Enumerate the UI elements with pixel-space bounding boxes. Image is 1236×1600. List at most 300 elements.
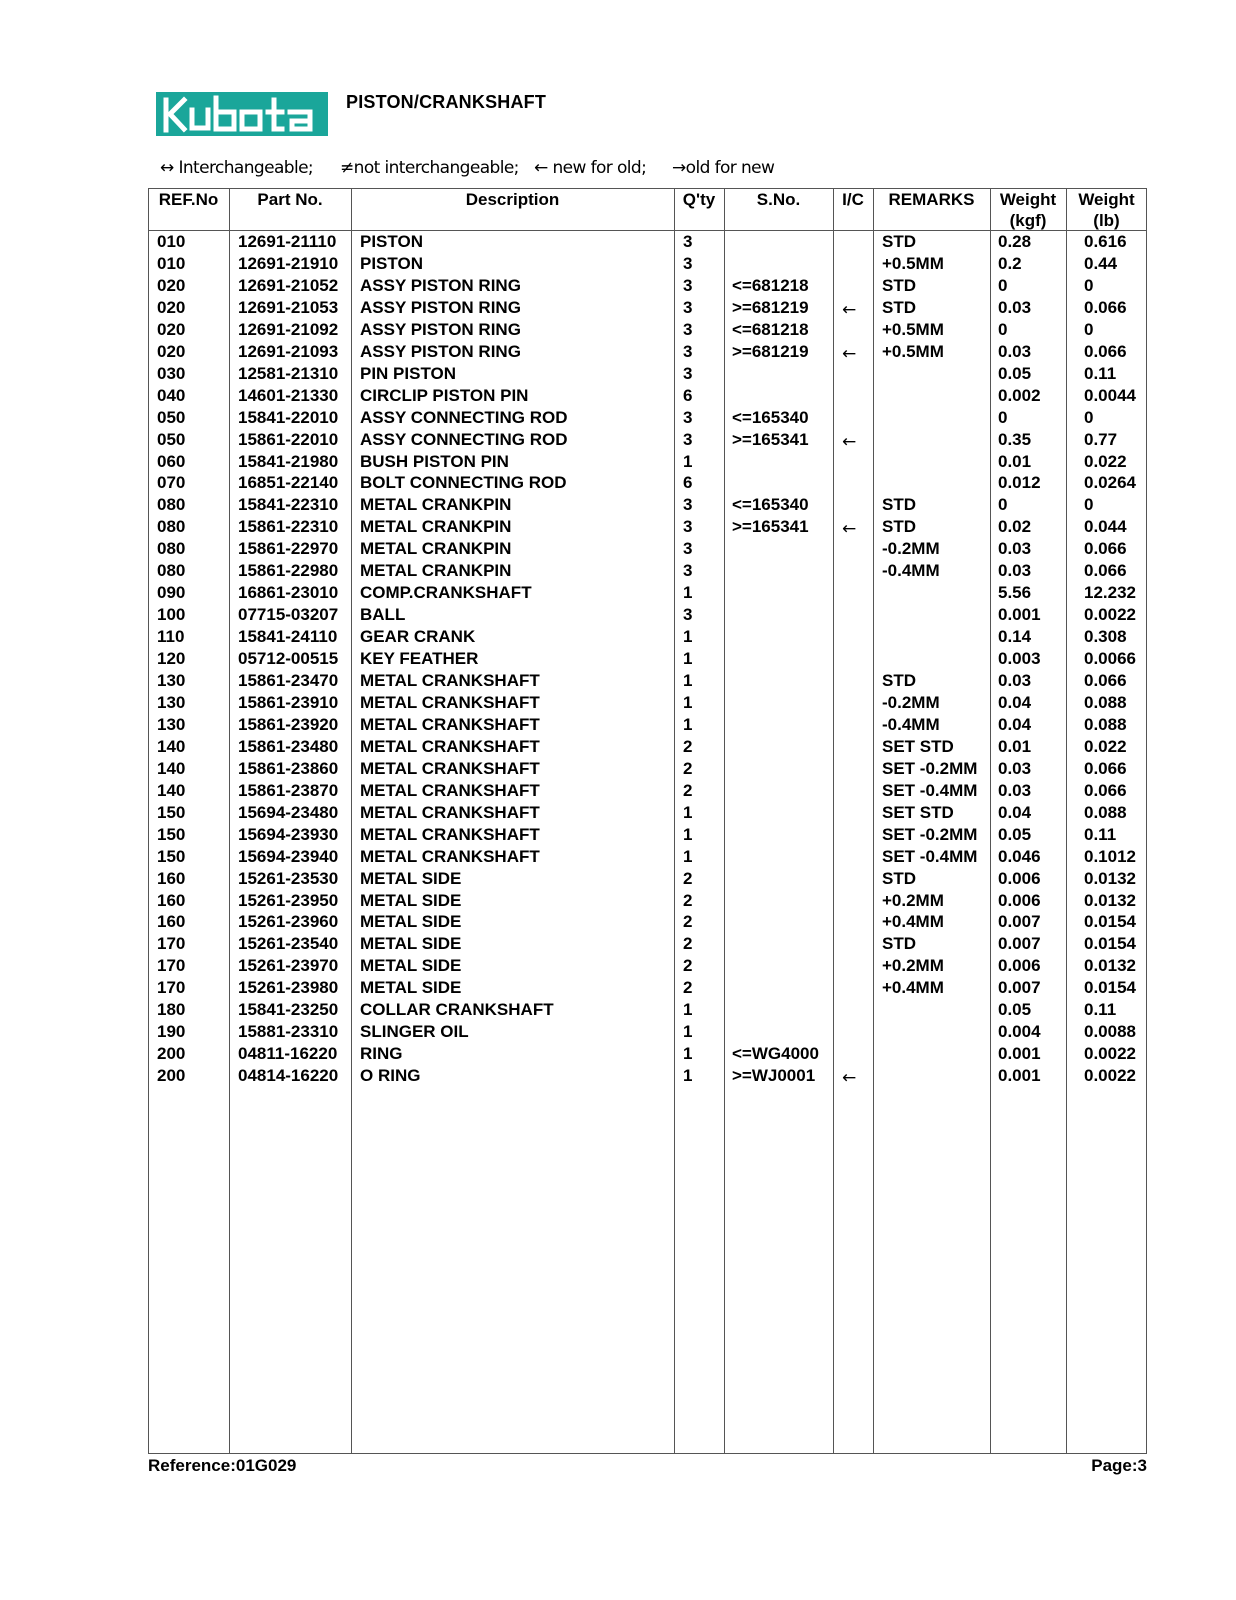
cell-part-number: 12691-21093 xyxy=(238,341,339,361)
cell-remarks: +0.4MM xyxy=(882,912,944,932)
cell-remarks: +0.2MM xyxy=(882,956,944,976)
cell-weight-lb: 12.232 xyxy=(1084,583,1136,603)
table-row xyxy=(148,516,1147,538)
cell-part-number: 15861-22970 xyxy=(238,539,339,559)
cell-description: METAL CRANKSHAFT xyxy=(360,802,540,822)
cell-weight-lb: 0.0022 xyxy=(1084,605,1136,625)
table-row xyxy=(148,538,1147,560)
cell-ref-number: 170 xyxy=(157,978,186,998)
cell-weight-lb: 0 xyxy=(1084,275,1094,295)
cell-remarks: +0.5MM xyxy=(882,341,944,361)
cell-quantity: 3 xyxy=(683,341,693,361)
cell-serial-number: >=681219 xyxy=(732,297,809,317)
cell-part-number: 12691-21092 xyxy=(238,319,339,339)
table-row xyxy=(148,407,1147,429)
cell-weight-kgf: 0.001 xyxy=(998,1066,1041,1086)
table-row xyxy=(148,472,1147,494)
cell-part-number: 12691-21910 xyxy=(238,253,339,273)
cell-part-number: 15841-21980 xyxy=(238,451,339,471)
cell-weight-kgf: 0 xyxy=(998,319,1008,339)
cell-ref-number: 050 xyxy=(157,429,186,449)
cell-part-number: 15841-22310 xyxy=(238,495,339,515)
cell-weight-kgf: 0.03 xyxy=(998,561,1032,581)
cell-weight-kgf: 0.03 xyxy=(998,671,1032,690)
cell-weight-kgf: 0 xyxy=(998,407,1008,427)
cell-quantity: 3 xyxy=(683,561,693,581)
cell-interchange-arrow: ← xyxy=(842,299,857,320)
cell-quantity: 1 xyxy=(683,846,693,866)
cell-quantity: 3 xyxy=(683,495,693,515)
cell-weight-kgf: 0.03 xyxy=(998,758,1032,778)
cell-description: METAL CRANKSHAFT xyxy=(360,846,540,866)
table-row xyxy=(148,977,1147,999)
cell-remarks: -0.4MM xyxy=(882,714,940,734)
cell-weight-kgf: 0.007 xyxy=(998,978,1041,998)
cell-weight-kgf: 0.01 xyxy=(998,736,1032,756)
cell-ref-number: 080 xyxy=(157,561,186,581)
cell-serial-number: >=681219 xyxy=(732,341,809,361)
cell-quantity: 1 xyxy=(683,1066,693,1086)
table-row xyxy=(148,911,1147,933)
cell-weight-kgf: 5.56 xyxy=(998,583,1032,603)
cell-ref-number: 140 xyxy=(157,736,186,756)
cell-ref-number: 020 xyxy=(157,341,186,361)
cell-description: ASSY PISTON RING xyxy=(360,275,521,295)
legend-not-interchangeable: ≠not interchangeable; xyxy=(340,158,519,178)
cell-description: METAL CRANKPIN xyxy=(360,495,512,515)
cell-serial-number: <=165340 xyxy=(732,407,809,427)
cell-remarks: SET -0.4MM xyxy=(882,846,978,866)
cell-quantity: 6 xyxy=(683,473,693,493)
cell-remarks: -0.2MM xyxy=(882,692,940,712)
cell-part-number: 12691-21052 xyxy=(238,275,339,295)
cell-weight-lb: 0.0022 xyxy=(1084,1066,1136,1086)
cell-weight-lb: 0.066 xyxy=(1084,561,1127,581)
cell-ref-number: 030 xyxy=(157,363,186,383)
cell-ref-number: 080 xyxy=(157,495,186,515)
interchangeability-legend xyxy=(160,158,860,184)
column-header-part: Part No. xyxy=(257,190,323,209)
cell-ref-number: 140 xyxy=(157,758,186,778)
cell-description: METAL SIDE xyxy=(360,890,462,910)
legend-new-for-old: ← new for old; xyxy=(534,158,647,178)
cell-weight-kgf: 0.012 xyxy=(998,473,1041,493)
cell-weight-kgf: 0.003 xyxy=(998,649,1041,669)
cell-weight-lb: 0.066 xyxy=(1084,758,1127,778)
cell-weight-kgf: 0.05 xyxy=(998,1000,1032,1020)
cell-ref-number: 020 xyxy=(157,319,186,339)
cell-serial-number: <=681218 xyxy=(732,319,809,339)
cell-description: PISTON xyxy=(360,232,423,251)
cell-quantity: 3 xyxy=(683,539,693,559)
cell-remarks: STD xyxy=(882,232,916,251)
cell-description: ASSY PISTON RING xyxy=(360,297,521,317)
cell-weight-lb: 0.0088 xyxy=(1084,1022,1136,1042)
table-row xyxy=(148,648,1147,670)
page-number: Page:3 xyxy=(1091,1456,1147,1475)
cell-part-number: 15694-23940 xyxy=(238,846,339,866)
cell-part-number: 15841-22010 xyxy=(238,407,339,427)
cell-serial-number: >=WJ0001 xyxy=(732,1066,816,1086)
cell-remarks: SET -0.2MM xyxy=(882,758,978,778)
column-header-description: Description xyxy=(465,190,560,209)
cell-part-number: 15261-23950 xyxy=(238,890,339,910)
cell-ref-number: 110 xyxy=(157,627,185,647)
table-row xyxy=(148,275,1147,297)
reference-label: Reference:01G029 xyxy=(148,1456,297,1475)
cell-serial-number: >=165341 xyxy=(732,517,809,537)
cell-quantity: 2 xyxy=(683,934,693,954)
table-row xyxy=(148,999,1147,1021)
cell-part-number: 14601-21330 xyxy=(238,385,339,405)
cell-part-number: 15861-23480 xyxy=(238,736,339,756)
cell-weight-kgf: 0.05 xyxy=(998,363,1032,383)
kubota-logo xyxy=(156,92,328,136)
cell-description: CIRCLIP PISTON PIN xyxy=(360,385,529,405)
cell-weight-lb: 0.066 xyxy=(1084,341,1127,361)
cell-description: METAL CRANKSHAFT xyxy=(360,692,540,712)
cell-ref-number: 190 xyxy=(157,1022,186,1042)
table-row xyxy=(148,231,1147,253)
cell-part-number: 16851-22140 xyxy=(238,473,339,493)
cell-ref-number: 150 xyxy=(157,846,186,866)
table-row xyxy=(148,868,1147,890)
cell-ref-number: 140 xyxy=(157,780,186,800)
cell-description: METAL CRANKPIN xyxy=(360,539,512,559)
cell-remarks: -0.4MM xyxy=(882,561,940,581)
cell-ref-number: 120 xyxy=(157,649,186,669)
cell-part-number: 15881-23310 xyxy=(238,1022,339,1042)
cell-ref-number: 160 xyxy=(157,868,186,888)
cell-remarks: STD xyxy=(882,671,916,690)
cell-ref-number: 170 xyxy=(157,934,186,954)
cell-part-number: 16861-23010 xyxy=(238,583,339,603)
cell-description: METAL CRANKSHAFT xyxy=(360,714,540,734)
cell-weight-kgf: 0.04 xyxy=(998,802,1032,822)
table-row xyxy=(148,714,1147,736)
cell-weight-kgf: 0.001 xyxy=(998,1044,1041,1064)
cell-description: METAL CRANKSHAFT xyxy=(360,758,540,778)
cell-serial-number: <=681218 xyxy=(732,275,809,295)
cell-weight-kgf: 0.006 xyxy=(998,890,1041,910)
cell-interchange-arrow: ← xyxy=(842,431,857,452)
cell-part-number: 15861-23870 xyxy=(238,780,339,800)
cell-weight-lb: 0.022 xyxy=(1084,736,1127,756)
cell-part-number: 15261-23530 xyxy=(238,868,339,888)
cell-weight-lb: 0.1012 xyxy=(1084,846,1136,866)
table-row xyxy=(148,385,1147,407)
cell-serial-number: >=165341 xyxy=(732,429,809,449)
table-row xyxy=(148,429,1147,451)
cell-description: SLINGER OIL xyxy=(360,1022,469,1042)
cell-weight-lb: 0.11 xyxy=(1084,363,1117,383)
cell-weight-lb: 0.0044 xyxy=(1084,385,1136,405)
cell-weight-kgf: 0.2 xyxy=(998,253,1022,273)
cell-part-number: 15261-23540 xyxy=(238,934,339,954)
cell-part-number: 12581-21310 xyxy=(238,363,339,383)
cell-ref-number: 180 xyxy=(157,1000,186,1020)
cell-quantity: 1 xyxy=(683,824,693,844)
cell-description: METAL SIDE xyxy=(360,912,462,932)
column-header-weight-lb: Weight (lb) xyxy=(1078,190,1135,230)
cell-part-number: 15841-23250 xyxy=(238,1000,339,1020)
column-header-ref: REF.No xyxy=(158,190,219,209)
cell-ref-number: 050 xyxy=(157,407,186,427)
cell-quantity: 2 xyxy=(683,890,693,910)
table-row xyxy=(148,626,1147,648)
table-row xyxy=(148,451,1147,473)
cell-ref-number: 150 xyxy=(157,802,186,822)
kubota-logo-mark xyxy=(156,92,328,136)
cell-part-number: 15261-23970 xyxy=(238,956,339,976)
cell-part-number: 15261-23980 xyxy=(238,978,339,998)
cell-remarks: STD xyxy=(882,297,916,317)
cell-quantity: 3 xyxy=(683,407,693,427)
cell-ref-number: 090 xyxy=(157,583,186,603)
cell-ref-number: 160 xyxy=(157,912,186,932)
cell-weight-kgf: 0.007 xyxy=(998,912,1041,932)
cell-weight-lb: 0 xyxy=(1084,407,1094,427)
table-row xyxy=(148,363,1147,385)
cell-part-number: 15861-22310 xyxy=(238,517,339,537)
cell-description: ASSY CONNECTING ROD xyxy=(360,429,568,449)
cell-description: ASSY CONNECTING ROD xyxy=(360,407,568,427)
cell-description: METAL SIDE xyxy=(360,978,462,998)
cell-weight-lb: 0.11 xyxy=(1084,824,1117,844)
cell-quantity: 3 xyxy=(683,429,693,449)
cell-remarks: SET STD xyxy=(882,802,954,822)
cell-part-number: 15261-23960 xyxy=(238,912,339,932)
cell-weight-lb: 0.0154 xyxy=(1084,978,1136,998)
cell-part-number: 12691-21110 xyxy=(238,232,337,251)
cell-description: KEY FEATHER xyxy=(360,649,479,669)
cell-ref-number: 130 xyxy=(157,714,186,734)
cell-weight-lb: 0.0022 xyxy=(1084,1044,1136,1064)
cell-weight-kgf: 0.046 xyxy=(998,846,1041,866)
table-row xyxy=(148,890,1147,912)
cell-remarks: +0.2MM xyxy=(882,890,944,910)
cell-weight-kgf: 0.05 xyxy=(998,824,1032,844)
cell-remarks: SET -0.4MM xyxy=(882,780,978,800)
cell-quantity: 1 xyxy=(683,1000,693,1020)
cell-weight-kgf: 0.28 xyxy=(998,232,1032,251)
cell-ref-number: 010 xyxy=(157,232,186,251)
cell-remarks: STD xyxy=(882,495,916,515)
cell-quantity: 2 xyxy=(683,780,693,800)
cell-weight-lb: 0.44 xyxy=(1084,253,1118,273)
cell-part-number: 04811-16220 xyxy=(238,1044,338,1064)
cell-quantity: 1 xyxy=(683,802,693,822)
cell-quantity: 3 xyxy=(683,363,693,383)
cell-quantity: 1 xyxy=(683,1022,693,1042)
column-header-remarks: REMARKS xyxy=(888,190,975,209)
cell-description: GEAR CRANK xyxy=(360,627,476,647)
cell-ref-number: 160 xyxy=(157,890,186,910)
cell-part-number: 15694-23930 xyxy=(238,824,339,844)
cell-remarks: SET STD xyxy=(882,736,954,756)
cell-part-number: 12691-21053 xyxy=(238,297,339,317)
table-row xyxy=(148,1065,1147,1087)
cell-ref-number: 010 xyxy=(157,253,186,273)
cell-quantity: 3 xyxy=(683,275,693,295)
cell-weight-lb: 0.0132 xyxy=(1084,868,1136,888)
cell-weight-kgf: 0.35 xyxy=(998,429,1032,449)
cell-description: COLLAR CRANKSHAFT xyxy=(360,1000,554,1020)
table-row xyxy=(148,692,1147,714)
cell-ref-number: 070 xyxy=(157,473,186,493)
cell-part-number: 04814-16220 xyxy=(238,1066,339,1086)
cell-description: METAL CRANKSHAFT xyxy=(360,824,540,844)
cell-quantity: 2 xyxy=(683,912,693,932)
cell-part-number: 15861-23920 xyxy=(238,714,339,734)
cell-ref-number: 020 xyxy=(157,297,186,317)
cell-quantity: 3 xyxy=(683,297,693,317)
cell-ref-number: 200 xyxy=(157,1044,186,1064)
cell-remarks: +0.4MM xyxy=(882,978,944,998)
cell-weight-lb: 0.77 xyxy=(1084,429,1118,449)
cell-quantity: 1 xyxy=(683,627,693,647)
cell-weight-lb: 0.088 xyxy=(1084,692,1127,712)
cell-quantity: 1 xyxy=(683,649,693,669)
cell-remarks: STD xyxy=(882,275,916,295)
cell-description: BALL xyxy=(360,605,406,625)
cell-description: METAL CRANKSHAFT xyxy=(360,736,540,756)
cell-serial-number: <=WG4000 xyxy=(732,1044,819,1064)
cell-weight-kgf: 0.007 xyxy=(998,934,1041,954)
cell-quantity: 3 xyxy=(683,605,693,625)
cell-weight-lb: 0.022 xyxy=(1084,451,1127,471)
cell-part-number: 15861-22980 xyxy=(238,561,339,581)
cell-remarks: STD xyxy=(882,868,916,888)
cell-weight-kgf: 0.14 xyxy=(998,627,1032,647)
cell-quantity: 2 xyxy=(683,868,693,888)
cell-weight-lb: 0.066 xyxy=(1084,671,1127,690)
cell-weight-lb: 0.066 xyxy=(1084,539,1127,559)
cell-weight-kgf: 0 xyxy=(998,495,1008,515)
cell-quantity: 3 xyxy=(683,253,693,273)
cell-quantity: 1 xyxy=(683,692,693,712)
cell-description: METAL CRANKPIN xyxy=(360,561,512,581)
cell-ref-number: 100 xyxy=(157,605,186,625)
cell-weight-kgf: 0.04 xyxy=(998,714,1032,734)
cell-quantity: 2 xyxy=(683,758,693,778)
cell-part-number: 15861-23910 xyxy=(238,692,339,712)
cell-remarks: STD xyxy=(882,517,916,537)
cell-remarks: SET -0.2MM xyxy=(882,824,978,844)
cell-weight-lb: 0 xyxy=(1084,319,1094,339)
cell-weight-kgf: 0.03 xyxy=(998,780,1032,800)
table-row xyxy=(148,1021,1147,1043)
column-header-qty: Q'ty xyxy=(682,190,716,209)
cell-description: COMP.CRANKSHAFT xyxy=(360,583,532,603)
cell-quantity: 1 xyxy=(683,1044,693,1064)
cell-remarks: STD xyxy=(882,934,916,954)
cell-weight-kgf: 0 xyxy=(998,275,1008,295)
cell-quantity: 1 xyxy=(683,671,693,690)
cell-description: PIN PISTON xyxy=(360,363,457,383)
table-row xyxy=(148,824,1147,846)
cell-ref-number: 080 xyxy=(157,517,186,537)
cell-part-number: 15861-23470 xyxy=(238,671,339,690)
cell-ref-number: 060 xyxy=(157,451,186,471)
cell-quantity: 1 xyxy=(683,714,693,734)
table-row xyxy=(148,780,1147,802)
cell-weight-lb: 0.0264 xyxy=(1084,473,1136,493)
cell-weight-lb: 0.066 xyxy=(1084,780,1127,800)
cell-weight-lb: 0.0154 xyxy=(1084,912,1136,932)
cell-quantity: 3 xyxy=(683,517,693,537)
table-row xyxy=(148,955,1147,977)
table-row xyxy=(148,560,1147,582)
cell-description: METAL SIDE xyxy=(360,956,462,976)
cell-part-number: 15861-22010 xyxy=(238,429,339,449)
cell-ref-number: 130 xyxy=(157,692,186,712)
table-row xyxy=(148,494,1147,516)
cell-interchange-arrow: ← xyxy=(842,1068,857,1089)
cell-description: METAL CRANKSHAFT xyxy=(360,671,540,690)
cell-weight-kgf: 0.01 xyxy=(998,451,1032,471)
cell-ref-number: 170 xyxy=(157,956,186,976)
cell-weight-lb: 0.044 xyxy=(1084,517,1127,537)
cell-description: METAL SIDE xyxy=(360,868,462,888)
cell-weight-kgf: 0.03 xyxy=(998,539,1032,559)
cell-ref-number: 130 xyxy=(157,671,186,690)
page-title: PISTON/CRANKSHAFT xyxy=(346,92,547,112)
table-row xyxy=(148,758,1147,780)
column-header-ic: I/C xyxy=(842,190,864,209)
table-row xyxy=(148,582,1147,604)
cell-weight-lb: 0.0132 xyxy=(1084,890,1136,910)
cell-part-number: 05712-00515 xyxy=(238,649,339,669)
cell-description: METAL SIDE xyxy=(360,934,462,954)
cell-quantity: 1 xyxy=(683,583,693,603)
cell-weight-lb: 0 xyxy=(1084,495,1094,515)
cell-weight-lb: 0.308 xyxy=(1084,627,1127,647)
cell-description: PISTON xyxy=(360,253,423,273)
cell-description: RING xyxy=(360,1044,403,1064)
legend-old-for-new: →old for new xyxy=(672,158,775,178)
cell-weight-lb: 0.11 xyxy=(1084,1000,1117,1020)
cell-description: METAL CRANKSHAFT xyxy=(360,780,540,800)
cell-quantity: 2 xyxy=(683,956,693,976)
table-row xyxy=(148,604,1147,626)
column-header-sno: S.No. xyxy=(756,190,801,209)
cell-quantity: 6 xyxy=(683,385,693,405)
cell-weight-lb: 0.088 xyxy=(1084,802,1127,822)
cell-quantity: 3 xyxy=(683,232,693,251)
cell-part-number: 07715-03207 xyxy=(238,605,339,625)
cell-quantity: 2 xyxy=(683,978,693,998)
cell-part-number: 15694-23480 xyxy=(238,802,339,822)
cell-serial-number: <=165340 xyxy=(732,495,809,515)
table-row xyxy=(148,319,1147,341)
cell-weight-kgf: 0.02 xyxy=(998,517,1032,537)
cell-part-number: 15861-23860 xyxy=(238,758,339,778)
cell-description: BOLT CONNECTING ROD xyxy=(360,473,567,493)
cell-weight-kgf: 0.04 xyxy=(998,692,1032,712)
legend-interchangeable: ↔ Interchangeable; xyxy=(160,158,314,178)
cell-ref-number: 200 xyxy=(157,1066,186,1086)
cell-quantity: 3 xyxy=(683,319,693,339)
cell-weight-lb: 0.0066 xyxy=(1084,649,1136,669)
table-row xyxy=(148,736,1147,758)
cell-ref-number: 080 xyxy=(157,539,186,559)
cell-remarks: +0.5MM xyxy=(882,319,944,339)
cell-ref-number: 150 xyxy=(157,824,186,844)
cell-description: METAL CRANKPIN xyxy=(360,517,512,537)
cell-interchange-arrow: ← xyxy=(842,519,857,540)
table-row xyxy=(148,1043,1147,1065)
